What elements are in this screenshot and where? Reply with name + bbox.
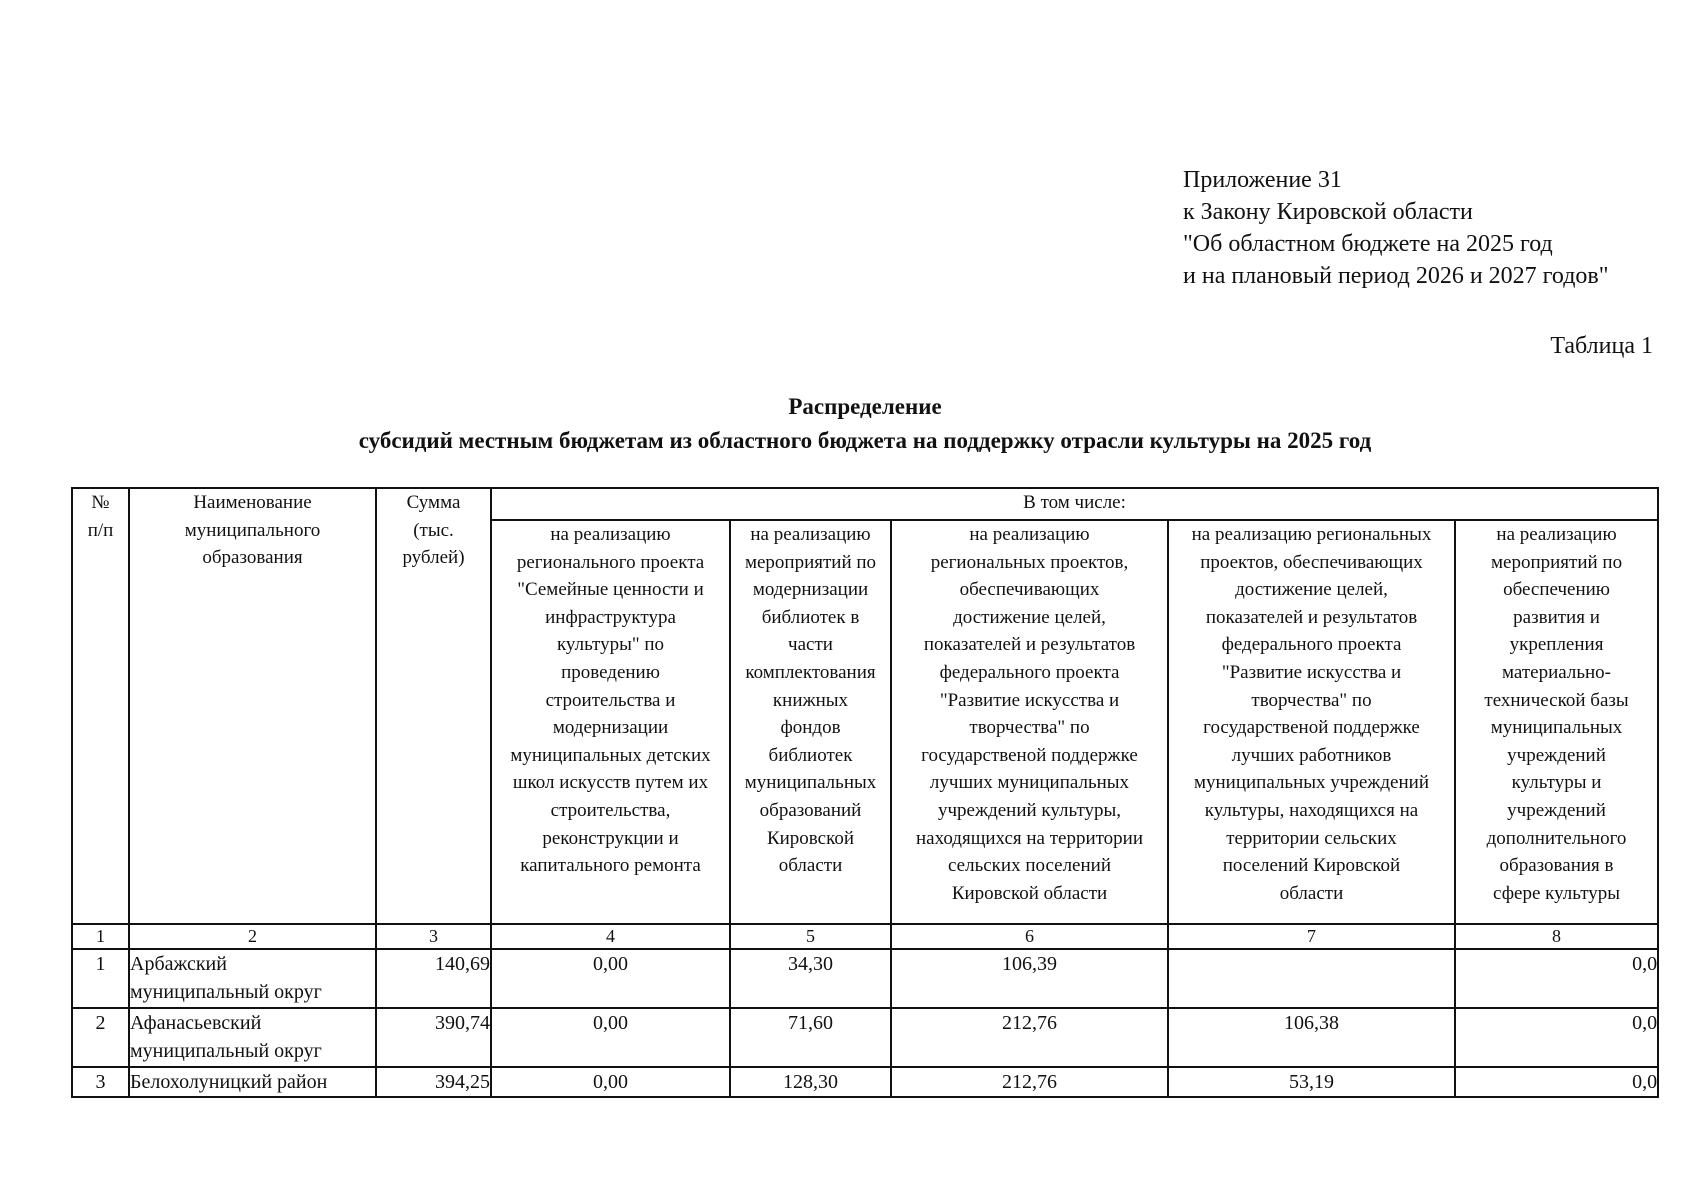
header-text: федерального проекта — [1221, 634, 1402, 656]
header-text: культуры и — [1511, 772, 1602, 794]
header-text: образования в — [1499, 855, 1614, 877]
value-cell: 212,76 — [891, 1067, 1168, 1097]
header-sum — [376, 488, 491, 924]
header-text: библиотек — [768, 744, 853, 766]
value-cell: 128,30 — [730, 1067, 891, 1097]
value-cell — [1168, 949, 1455, 1008]
value-cell: 34,30 — [730, 949, 891, 1008]
table-label: Таблица 1 — [1550, 333, 1653, 359]
table-row — [72, 949, 1658, 1008]
header-text: муниципального — [184, 519, 321, 541]
header-text: сельских поселений — [948, 855, 1111, 877]
value-cell: 0,0 — [1455, 1067, 1658, 1097]
header-name — [129, 488, 376, 924]
table-row — [72, 1008, 1658, 1067]
header-text: на реализацию — [550, 524, 671, 545]
header-text: лучших муниципальных — [929, 772, 1130, 794]
header-text: (тыс. — [413, 519, 454, 541]
sum-cell: 390,74 — [376, 1008, 491, 1067]
header-text: творчества" по — [1251, 689, 1372, 711]
header-including: В том числе: — [491, 488, 1658, 520]
header-text: рублей) — [402, 547, 465, 569]
municipality-name-line: муниципальный округ — [130, 1040, 322, 1062]
value-cell: 0,00 — [491, 1067, 730, 1097]
sum-cell: 140,69 — [376, 949, 491, 1008]
column-number: 3 — [376, 924, 491, 949]
header-text: проектов, обеспечивающих — [1200, 551, 1423, 573]
header-text: "Развитие искусства и — [1221, 661, 1402, 683]
header-text: мероприятий по — [744, 551, 877, 573]
header-text: Наименование — [193, 492, 312, 513]
municipality-name-line: Афанасьевский — [130, 1012, 262, 1034]
row-number: 2 — [72, 1008, 129, 1067]
municipality-name-line: муниципальный округ — [130, 981, 322, 1003]
column-number: 4 — [491, 924, 730, 949]
header-text: на реализацию — [969, 524, 1090, 545]
header-text: государственой поддержке — [921, 744, 1138, 766]
header-col8 — [1455, 520, 1658, 924]
value-cell: 212,76 — [891, 1008, 1168, 1067]
municipality-name — [129, 1067, 376, 1097]
header-text: реконструкции и — [542, 827, 679, 849]
value-cell: 0,0 — [1455, 949, 1658, 1008]
header-col4 — [491, 520, 730, 924]
row-number: 3 — [72, 1067, 129, 1097]
column-number: 7 — [1168, 924, 1455, 949]
header-text: муниципальных детских — [510, 744, 711, 766]
table-row — [72, 1067, 1658, 1097]
header-text: сфере культуры — [1493, 882, 1621, 904]
header-text: регионального проекта — [516, 551, 705, 573]
header-col6 — [891, 520, 1168, 924]
header-text: муниципальных — [1490, 717, 1623, 739]
column-number: 8 — [1455, 924, 1658, 949]
column-number: 5 — [730, 924, 891, 949]
header-text: Сумма — [406, 492, 461, 513]
header-text: книжных — [772, 689, 849, 711]
header-text: развития и — [1513, 606, 1600, 628]
header-text: на реализацию региональных — [1191, 524, 1432, 545]
header-text: федерального проекта — [939, 661, 1120, 683]
header-text: государственой поддержке — [1203, 717, 1420, 739]
header-num — [72, 488, 129, 924]
header-text: капитального ремонта — [520, 855, 701, 877]
header-text: области — [1279, 882, 1344, 904]
header-text: учреждений — [1507, 799, 1606, 821]
row-number: 1 — [72, 949, 129, 1008]
header-text: школ искусств путем их — [512, 772, 709, 794]
municipality-name — [129, 1008, 376, 1067]
appendix-line: к Закону Кировской области — [1183, 199, 1473, 225]
value-cell: 53,19 — [1168, 1067, 1455, 1097]
header-text: части — [788, 634, 833, 656]
header-text: культуры, находящихся на — [1204, 799, 1419, 821]
column-number: 6 — [891, 924, 1168, 949]
header-text: дополнительного — [1486, 827, 1627, 849]
header-text: укрепления — [1509, 634, 1604, 656]
municipality-name-line: Арбажский — [130, 953, 227, 975]
header-text: достижение целей, — [1235, 579, 1388, 601]
header-text: библиотек в — [761, 606, 860, 628]
header-text: области — [778, 855, 843, 877]
municipality-name-line: Белохолуницкий район — [130, 1071, 328, 1093]
column-number: 2 — [129, 924, 376, 949]
header-text: на реализацию — [1496, 524, 1617, 545]
header-text: творчества" по — [969, 717, 1090, 739]
header-text: образования — [202, 547, 303, 569]
column-number-row — [72, 924, 1658, 949]
appendix-line: "Об областном бюджете на 2025 год — [1183, 231, 1553, 257]
header-text: материально- — [1502, 661, 1612, 683]
column-number: 1 — [72, 924, 129, 949]
header-text: учреждений — [1507, 744, 1606, 766]
header-text: показателей и результатов — [923, 634, 1136, 656]
header-text: региональных проектов, — [930, 551, 1129, 573]
sum-cell: 394,25 — [376, 1067, 491, 1097]
header-text: территории сельских — [1226, 827, 1397, 849]
header-text: муниципальных учреждений — [1193, 772, 1429, 794]
header-text: на реализацию — [750, 524, 871, 545]
header-text: обеспечивающих — [959, 579, 1100, 601]
header-row — [72, 488, 1658, 520]
header-text: модернизации — [752, 579, 869, 601]
value-cell: 106,38 — [1168, 1008, 1455, 1067]
header-text: строительства, — [550, 799, 671, 821]
appendix-line: Приложение 31 — [1183, 167, 1342, 193]
value-cell: 106,39 — [891, 949, 1168, 1008]
header-text: достижение целей, — [953, 606, 1106, 628]
header-text: инфраструктура — [545, 606, 676, 628]
header-col5 — [730, 520, 891, 924]
value-cell: 0,00 — [491, 949, 730, 1008]
header-text: № — [91, 492, 110, 513]
appendix-header — [1183, 164, 1609, 292]
value-cell: 71,60 — [730, 1008, 891, 1067]
header-text: образований — [759, 799, 862, 821]
header-text: муниципальных — [744, 772, 877, 794]
header-text: Кировской области — [951, 882, 1108, 904]
header-text: проведению — [561, 661, 660, 683]
header-text: поселений Кировской — [1222, 855, 1401, 877]
header-text: обеспечению — [1503, 579, 1610, 601]
distribution-table — [71, 487, 1659, 1098]
header-text: лучших работников — [1231, 744, 1392, 766]
header-text: находящихся на территории — [915, 827, 1144, 849]
document-subtitle: субсидий местным бюджетам из областного бюджета на поддержку отрасли культуры на 2025 год — [358, 428, 1372, 453]
appendix-line: и на плановый период 2026 и 2027 годов" — [1183, 263, 1609, 289]
header-text: "Развитие искусства и — [939, 689, 1120, 711]
header-text: Кировской — [766, 827, 855, 849]
header-text: п/п — [87, 519, 114, 541]
header-col7 — [1168, 520, 1455, 924]
header-text: технической базы — [1484, 689, 1629, 711]
header-text: фондов — [780, 717, 841, 739]
header-text: мероприятий по — [1490, 551, 1623, 573]
document-title: Распределение — [788, 394, 942, 419]
header-text: строительства и — [545, 689, 676, 711]
value-cell: 0,00 — [491, 1008, 730, 1067]
header-text: учреждений культуры, — [937, 799, 1122, 821]
header-text: "Семейные ценности и — [517, 579, 704, 601]
header-text: модернизации — [552, 717, 669, 739]
value-cell: 0,0 — [1455, 1008, 1658, 1067]
municipality-name — [129, 949, 376, 1008]
header-text: культуры" по — [556, 634, 665, 656]
header-text: комплектования — [745, 661, 876, 683]
header-text: показателей и результатов — [1205, 606, 1418, 628]
